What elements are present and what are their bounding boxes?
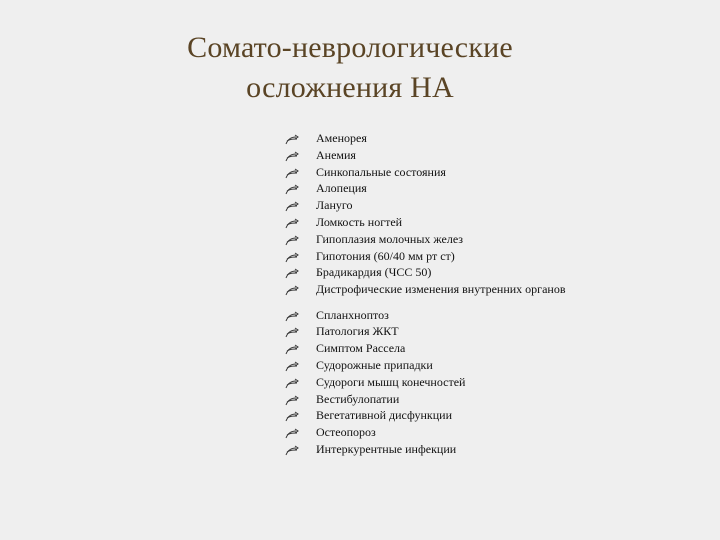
list-item-text: Судороги мышц конечностей (316, 374, 466, 389)
list-item-text: Синкопальные состояния (316, 164, 446, 179)
list-item-text: Анемия (316, 147, 356, 162)
list-item-amenorrhea (285, 132, 585, 149)
curved-arrow-bullet-icon (285, 283, 316, 297)
list-item-autonomic-dysfunction (285, 409, 585, 426)
list-item-text: Ломкость ногтей (316, 214, 403, 229)
curved-arrow-bullet-icon (285, 359, 316, 373)
title-line-1: Сомато-неврологические (187, 31, 513, 64)
list-item-text: Гипотония (60/40 мм рт ст) (316, 248, 455, 263)
curved-arrow-bullet-icon (285, 149, 316, 163)
curved-arrow-bullet-icon (285, 132, 316, 146)
list-item-syncope (285, 166, 585, 183)
list-item-text: Дистрофические изменения внутренних органов (316, 282, 566, 297)
list-item-text: Алопеция (316, 181, 367, 196)
curved-arrow-bullet-icon (285, 325, 316, 339)
list-item-text: Лануго (316, 198, 353, 213)
list-item-text: Судорожные припадки (316, 358, 433, 373)
curved-arrow-bullet-icon (285, 266, 316, 280)
curved-arrow-bullet-icon (285, 426, 316, 440)
curved-arrow-bullet-icon (285, 166, 316, 180)
list-item-text: Патология ЖКТ (316, 324, 399, 339)
list-item-splanchnoptosis (285, 309, 585, 326)
curved-arrow-bullet-icon (285, 443, 316, 457)
list-item-text: Симптом Рассела (316, 341, 406, 356)
list-item-text: Интеркурентные инфекции (316, 442, 457, 457)
curved-arrow-bullet-icon (285, 393, 316, 407)
curved-arrow-bullet-icon (285, 182, 316, 196)
complications-list (285, 132, 585, 460)
list-item-vestibulopathy (285, 393, 585, 410)
list-item-gi-pathology (285, 325, 585, 342)
list-item-text: Спланхноптоз (316, 307, 389, 322)
list-item-text: Гипоплазия молочных желез (316, 231, 464, 246)
list-item-seizures (285, 359, 585, 376)
list-item-limb-cramps (285, 376, 585, 393)
curved-arrow-bullet-icon (285, 216, 316, 230)
title-line-2: осложнения НА (246, 71, 454, 104)
list-item-intercurrent-infections (285, 443, 585, 460)
curved-arrow-bullet-icon (285, 409, 316, 423)
list-item-osteoporosis (285, 426, 585, 443)
curved-arrow-bullet-icon (285, 233, 316, 247)
list-item-text: Вегетативной дисфункции (316, 408, 452, 423)
list-item-text: Остеопороз (316, 425, 376, 440)
list-item-text: Вестибулопатии (316, 391, 400, 406)
curved-arrow-bullet-icon (285, 376, 316, 390)
list-item-brittle-nails (285, 216, 585, 233)
list-item-text: Аменорея (316, 131, 367, 145)
curved-arrow-bullet-icon (285, 342, 316, 356)
list-item-breast-hypoplasia (285, 233, 585, 250)
list-item-organ-dystrophy (285, 283, 585, 309)
list-item-bradycardia (285, 266, 585, 283)
list-item-text: Брадикардия (ЧСС 50) (316, 265, 432, 280)
curved-arrow-bullet-icon (285, 199, 316, 213)
list-item-anemia (285, 149, 585, 166)
slide-title (120, 28, 580, 108)
curved-arrow-bullet-icon (285, 309, 316, 323)
list-item-hypotension (285, 250, 585, 267)
list-item-lanugo (285, 199, 585, 216)
list-item-alopecia (285, 182, 585, 199)
curved-arrow-bullet-icon (285, 250, 316, 264)
list-item-russell-sign (285, 342, 585, 359)
